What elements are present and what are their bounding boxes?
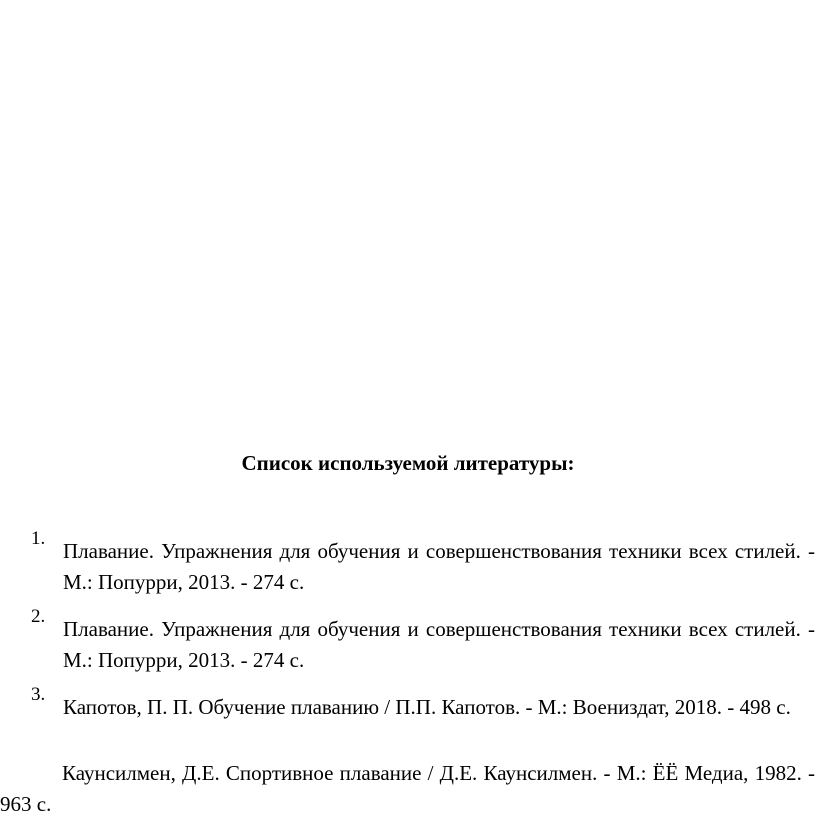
reference-entry: Плавание. Упражнения для обучения и совершенствования техники всех стилей. - М.: Попурри, 2013. - 274 с. [63, 617, 815, 672]
reference-number: 1. [31, 528, 46, 549]
reference-entry: Капотов, П. П. Обучение плаванию / П.П. Капотов. - М.: Воениздат, 2018. - 498 с. [63, 695, 791, 719]
reference-number: 3. [31, 684, 46, 705]
page-title: Список используемой литературы: [241, 451, 575, 475]
reference-entry: Плавание. Упражнения для обучения и совершенствования техники всех стилей. - М.: Попурри, 2013. - 274 с. [63, 539, 815, 594]
reference-number: 2. [31, 606, 46, 627]
reference-entry: Каунсилмен, Д.Е. Спортивное плавание / Д.Е. Каунсилмен. - М.: ЁЁ Медиа, 1982. - 963 с. [0, 761, 815, 816]
